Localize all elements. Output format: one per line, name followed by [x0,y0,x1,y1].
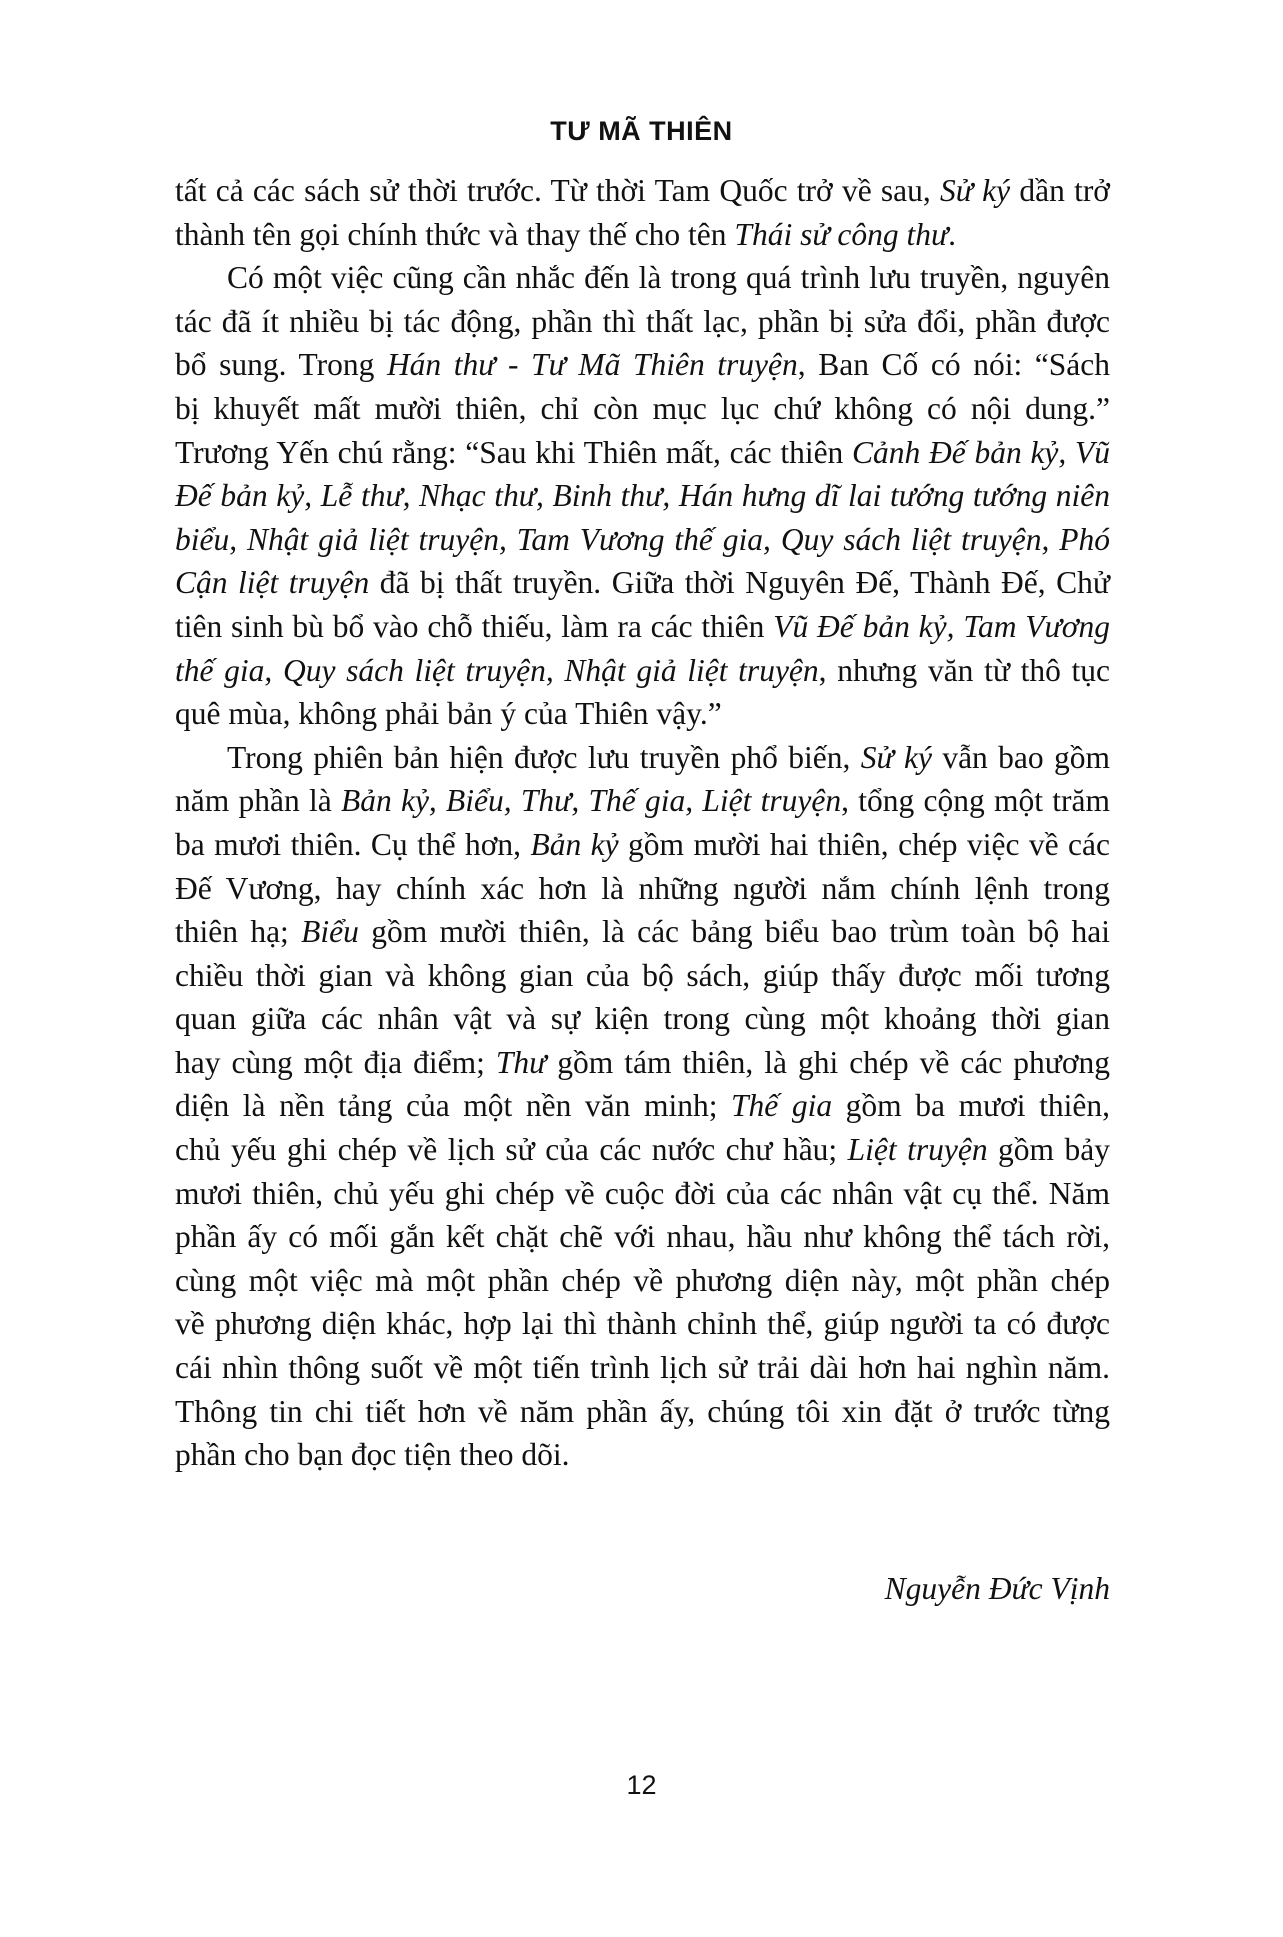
text-line: tất cả các sách sử thời trước. Từ thời Tam Quốc trở về sau, Sử ký dần trở [175,173,1110,208]
text-line: chiều thời gian và không gian của bộ sách, giúp thấy được mối tương [175,957,1110,993]
text-line: về phương diện khác, hợp lại thì thành chỉnh thể, giúp người ta có được [175,1306,1110,1342]
text-line: Đế Vương, hay chính xác hơn là những người nắm chính lệnh trong [175,870,1110,906]
text-line: ba mươi thiên. Cụ thể hơn, Bản kỷ gồm mười hai thiên, chép việc về các [175,826,1110,862]
paragraph-3 [175,736,1110,1477]
text-line: Trương Yến chú rằng: “Sau khi Thiên mất, các thiên Cảnh Đế bản kỷ, Vũ [175,434,1110,470]
paragraph-2 [175,256,1110,736]
text-line: chủ yếu ghi chép về lịch sử của các nước chư hầu; Liệt truyện gồm bảy [175,1132,1110,1168]
text-line: Có một việc cũng cần nhắc đến là trong quá trình lưu truyền, nguyên [227,260,1110,296]
text-line: Cận liệt truyện đã bị thất truyền. Giữa thời Nguyên Đế, Thành Đế, Chử [175,565,1110,601]
author-signature: Nguyễn Đức Vịnh [884,1571,1110,1606]
text-line: Đế bản kỷ, Lễ thư, Nhạc thư, Binh thư, Hán hưng dĩ lai tướng tướng niên [175,478,1110,514]
text-line: phần ấy có mối gắn kết chặt chẽ với nhau, hầu như không thể tách rời, [175,1219,1110,1255]
text-line: mươi thiên, chủ yếu ghi chép về cuộc đời của các nhân vật cụ thể. Năm [175,1175,1110,1211]
text-line: bị khuyết mất mười thiên, chỉ còn mục lục chứ không có nội dung.” [175,390,1110,426]
paragraph-1 [175,169,1110,256]
text-line: quê mùa, không phải bản ý của Thiên vậy.” [175,696,722,732]
text-line: năm phần là Bản kỷ, Biểu, Thư, Thế gia, Liệt truyện, tổng cộng một trăm [175,783,1110,819]
text-line: bổ sung. Trong Hán thư - Tư Mã Thiên truyện, Ban Cố có nói: “Sách [175,347,1110,383]
running-title: TƯ MÃ THIÊN [550,116,733,146]
text-line: Thông tin chi tiết hơn về năm phần ấy, chúng tôi xin đặt ở trước từng [175,1393,1110,1429]
text-line: hay cùng một địa điểm; Thư gồm tám thiên, là ghi chép về các phương [175,1044,1110,1080]
text-line: thiên hạ; Biểu gồm mười thiên, là các bảng biểu bao trùm toàn bộ hai [175,914,1111,950]
text-line: tiên sinh bù bổ vào chỗ thiếu, làm ra các thiên Vũ Đế bản kỷ, Tam Vương [175,608,1111,644]
text-line: tác đã ít nhiều bị tác động, phần thì thất lạc, phần bị sửa đổi, phần được [175,303,1110,339]
text-line: biểu, Nhật giả liệt truyện, Tam Vương thế gia, Quy sách liệt truyện, Phó [175,521,1110,557]
page-number: 12 [626,1770,657,1800]
text-line: phần cho bạn đọc tiện theo dõi. [175,1437,570,1473]
text-line: Trong phiên bản hiện được lưu truyền phổ biến, Sử ký vẫn bao gồm [227,739,1110,775]
text-line: diện là nền tảng của một nền văn minh; Thế gia gồm ba mươi thiên, [175,1088,1110,1124]
text-line: thế gia, Quy sách liệt truyện, Nhật giả liệt truyện, nhưng văn từ thô tục [175,652,1110,688]
body-text [175,169,1110,1477]
text-line: cái nhìn thông suốt về một tiến trình lịch sử trải dài hơn hai nghìn năm. [175,1350,1110,1386]
text-line: quan giữa các nhân vật và sự kiện trong cùng một khoảng thời gian [175,1001,1110,1037]
text-line: thành tên gọi chính thức và thay thế cho tên Thái sử công thư. [175,216,957,252]
text-line: cùng một việc mà một phần chép về phương diện này, một phần chép [175,1262,1110,1298]
